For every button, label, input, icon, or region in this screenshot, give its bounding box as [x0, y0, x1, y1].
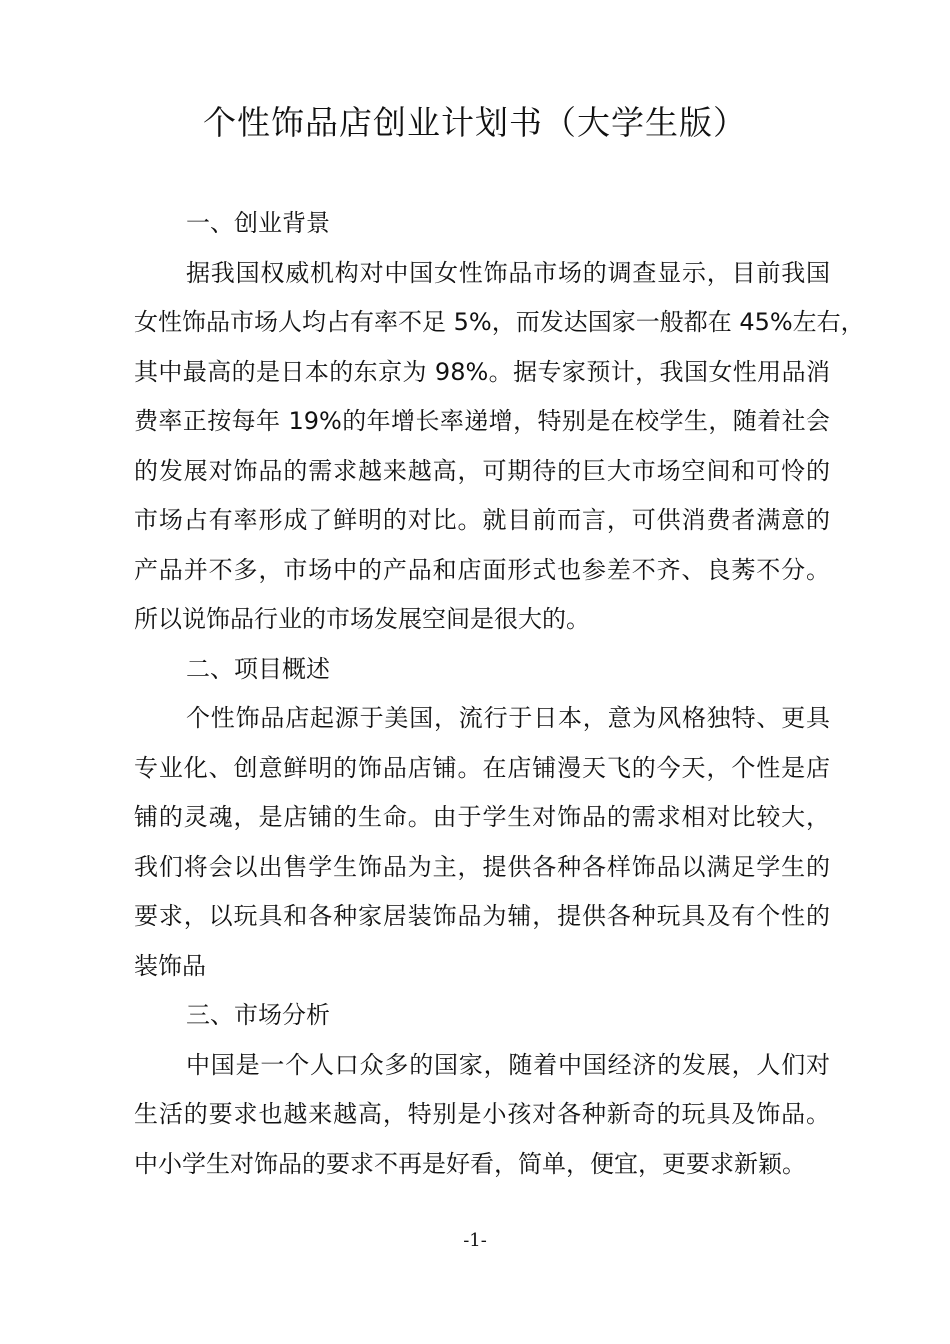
paragraph-line: 专业化、创意鲜明的饰品店铺。在店铺漫天飞的今天，个性是店: [134, 753, 830, 782]
paragraph-line: 装饰品: [134, 951, 206, 980]
section-paragraph: [134, 249, 865, 645]
section-paragraph: [134, 1041, 830, 1190]
paragraph-line: 生活的要求也越来越高，特别是小孩对各种新奇的玩具及饰品。: [134, 1100, 830, 1128]
paragraph-line: 市场占有率形成了鲜明的对比。就目前而言，可供消费者满意的: [134, 506, 830, 534]
page-number: -1-: [463, 1230, 487, 1251]
paragraph-line: 中小学生对饰品的要求不再是好看，简单，便宜，更要求新颖。: [134, 1149, 806, 1178]
section-market-analysis: [134, 991, 830, 1189]
paragraph-line: 的发展对饰品的需求越来越高，可期待的巨大市场空间和可怜的: [134, 456, 830, 485]
section-background: [134, 199, 865, 645]
paragraph-line: 中国是一个人口众多的国家，随着中国经济的发展，人们对: [186, 1050, 830, 1079]
section-heading: 三、市场分析: [186, 1001, 330, 1029]
paragraph-line: 其中最高的是日本的东京为 98%。据专家预计，我国女性用品消: [134, 357, 830, 386]
paragraph-line: 产品并不多，市场中的产品和店面形式也参差不齐、良莠不分。: [134, 555, 830, 584]
section-heading: 一、创业背景: [186, 209, 330, 237]
paragraph-line: 要求，以玩具和各种家居装饰品为辅，提供各种玩具及有个性的: [134, 902, 830, 930]
paragraph-line: 个性饰品店起源于美国，流行于日本，意为风格独特、更具: [186, 704, 830, 732]
paragraph-line: 所以说饰品行业的市场发展空间是很大的。: [134, 605, 590, 633]
section-paragraph: [134, 694, 830, 991]
section-heading: 二、项目概述: [186, 654, 330, 683]
section-overview: [134, 645, 830, 992]
document-title: 个性饰品店创业计划书（大学生版）: [203, 103, 747, 142]
paragraph-line: 我们将会以出售学生饰品为主，提供各种各样饰品以满足学生的: [134, 852, 830, 881]
paragraph-line: 女性饰品市场人均占有率不足 5%，而发达国家一般都在 45%左右，: [134, 308, 865, 336]
paragraph-line: 费率正按每年 19%的年增长率递增，特别是在校学生，随着社会: [134, 407, 830, 435]
paragraph-line: 铺的灵魂，是店铺的生命。由于学生对饰品的需求相对比较大，: [134, 803, 830, 831]
paragraph-line: 据我国权威机构对中国女性饰品市场的调查显示，目前我国: [186, 258, 830, 287]
document-body: [134, 199, 865, 1189]
